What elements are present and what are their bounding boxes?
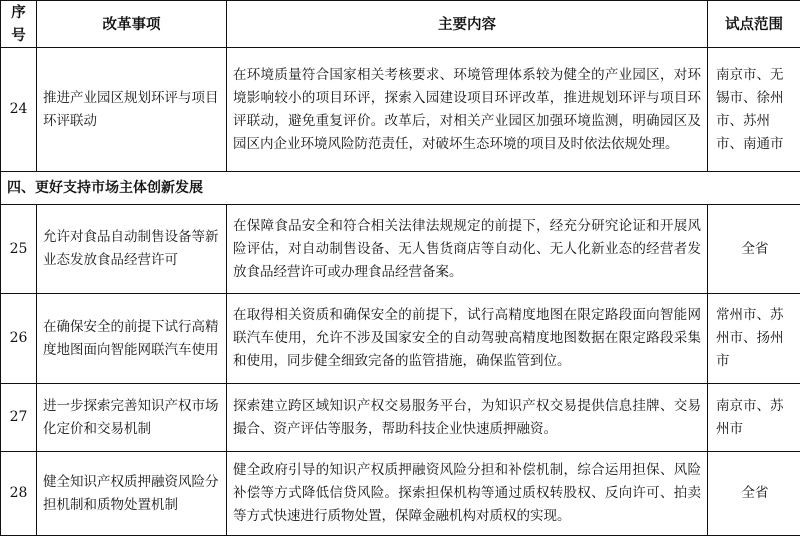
section-row — [1, 172, 800, 205]
section-title: 四、更好支持市场主体创新发展 — [1, 172, 800, 205]
row-number: 24 — [1, 48, 37, 172]
row-content: 在保障食品安全和符合相关法律法规规定的前提下，经充分研究论证和开展风险评估，对自动制售设备、无人售货商店等自动化、无人化新业态的经营者发放食品经营许可或办理食品经营备案。 — [227, 205, 708, 294]
row-scope: 南京市、苏州市 — [708, 384, 800, 452]
row-item: 进一步探索完善知识产权市场化定价和交易机制 — [37, 384, 227, 452]
header-content: 主要内容 — [227, 1, 708, 48]
table-row — [1, 452, 800, 536]
row-content: 在环境质量符合国家相关考核要求、环境管理体系较为健全的产业园区，对环境影响较小的项目环评，探索入园建设项目环评改革，推进规划环评与项目环评联动，避免重复评价。改革后，对相关产业园区加强环境监测，明确园区及园区内企业环境风险防范责任，对破坏生态环境的项目及时依法依规处理。 — [227, 48, 708, 172]
row-scope: 常州市、苏州市、扬州市 — [708, 294, 800, 384]
row-number: 28 — [1, 452, 37, 536]
table-row — [1, 384, 800, 452]
row-item: 在确保安全的前提下试行高精度地图面向智能网联汽车使用 — [37, 294, 227, 384]
row-item: 推进产业园区规划环评与项目环评联动 — [37, 48, 227, 172]
row-scope: 全省 — [708, 205, 800, 294]
row-content: 健全政府引导的知识产权质押融资风险分担和补偿机制，综合运用担保、风险补偿等方式降低信贷风险。探索担保机构等通过质权转股权、反向许可、拍卖等方式快速进行质物处置，保障金融机构对质权的实现。 — [227, 452, 708, 536]
row-content: 探索建立跨区域知识产权交易服务平台，为知识产权交易提供信息挂牌、交易撮合、资产评估等服务，帮助科技企业快速质押融资。 — [227, 384, 708, 452]
row-number: 26 — [1, 294, 37, 384]
row-scope: 南京市、无锡市、徐州市、苏州市、南通市 — [708, 48, 800, 172]
row-content: 在取得相关资质和确保安全的前提下，试行高精度地图在限定路段面向智能网联汽车使用，允许不涉及国家安全的自动驾驶高精度地图数据在限定路段采集和使用，同步健全细致完备的监管措施，确保监管到位。 — [227, 294, 708, 384]
table-header-row — [1, 1, 800, 48]
table-row — [1, 294, 800, 384]
table-row — [1, 48, 800, 172]
table-row — [1, 205, 800, 294]
row-number: 27 — [1, 384, 37, 452]
header-item: 改革事项 — [37, 1, 227, 48]
row-item: 允许对食品自动制售设备等新业态发放食品经营许可 — [37, 205, 227, 294]
row-scope: 全省 — [708, 452, 800, 536]
row-item: 健全知识产权质押融资风险分担机制和质物处置机制 — [37, 452, 227, 536]
header-scope: 试点范围 — [708, 1, 800, 48]
header-no: 序号 — [1, 1, 37, 48]
row-number: 25 — [1, 205, 37, 294]
